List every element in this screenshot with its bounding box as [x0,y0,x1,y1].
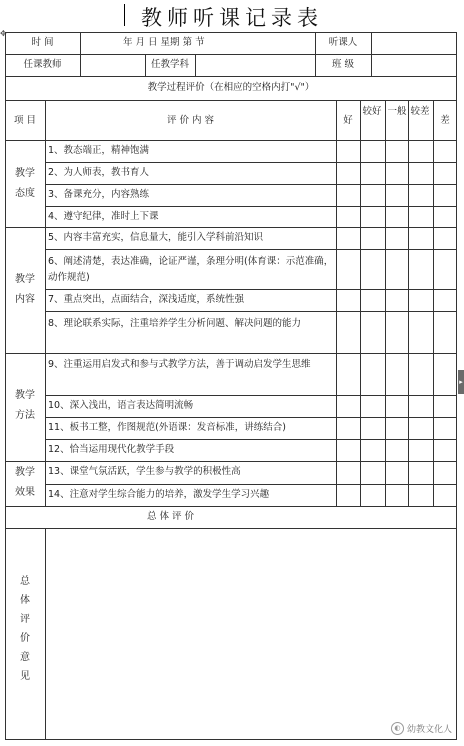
side-scroll-tab[interactable]: ▸ [458,370,464,394]
date-fields[interactable]: 年 月 日 星期 第 节 [123,37,205,48]
table-move-handle-icon[interactable]: ✥ [0,29,7,38]
subject-label: 任教学科 [150,59,189,70]
group-name-method: 教学方法 [15,390,35,421]
class-label: 班 级 [331,59,355,70]
eval-item-11: 11、板书工整，作图规范(外语课：发音标准，讲练结合) [48,422,287,433]
eval-item-8: 8、理论联系实际，注重培养学生分析问题、解决问题的能力 [48,318,302,329]
group-name-content: 教学内容 [15,274,35,305]
watermark-text: 幼教文化人 [406,725,452,735]
eval-item-6: 6、阐述清楚，表达准确，论证严谨，条理分明(体育课：示范准确，动作规范) [48,256,334,283]
teacher-label: 任课教师 [23,59,62,70]
listener-label: 听课人 [328,37,358,48]
grade-header-average: 一般 [387,106,407,117]
class-field[interactable] [372,56,456,74]
eval-item-3: 3、备课充分，内容熟练 [48,189,150,200]
listener-field[interactable] [372,34,456,52]
overall-label: 总 体 评 价 [146,511,195,522]
grade-header-poor: 差 [440,115,450,126]
content-header: 评 价 内 容 [166,115,215,126]
process-title: 教学过程评价（在相应的空格内打"√"） [147,82,315,93]
teacher-field[interactable] [82,56,144,74]
time-label: 时 间 [31,37,54,48]
record-table [5,32,457,740]
group-name-attitude: 教学态度 [15,168,35,199]
eval-item-2: 2、为人师表，教书育人 [48,167,150,178]
text-cursor [124,4,125,26]
eval-item-14: 14、注意对学生综合能力的培养，激发学生学习兴趣 [48,489,270,500]
eval-item-4: 4、遵守纪律，准时上下课 [48,211,159,222]
eval-item-9: 9、注重运用启发式和参与式教学方法，善于调动启发学生思维 [48,359,311,370]
eval-item-1: 1、教态端正，精神饱满 [48,145,150,156]
page-title: 教师听课记录表 [141,6,323,30]
grade-header-good: 好 [343,115,353,126]
item-header: 项 目 [13,115,37,126]
grade-header-fairly-poor: 较差 [410,106,430,117]
eval-item-10: 10、深入浅出，语言表达简明流畅 [48,400,194,411]
watermark [391,722,452,735]
wechat-icon: ◐ [391,722,404,735]
overall-opinion-label: 总体评价意见 [20,576,30,682]
subject-field[interactable] [197,56,313,74]
grade-header-fairly-good: 较好 [362,106,382,117]
overall-opinion-field[interactable] [47,530,455,738]
eval-item-13: 13、课堂气氛活跃，学生参与教学的积极性高 [48,466,241,477]
eval-item-12: 12、恰当运用现代化教学手段 [48,444,175,455]
group-name-effect: 教学效果 [15,467,35,498]
eval-item-5: 5、内容丰富充实，信息量大，能引入学科前沿知识 [48,232,264,243]
eval-item-7: 7、重点突出，点面结合，深浅适度，系统性强 [48,294,245,305]
